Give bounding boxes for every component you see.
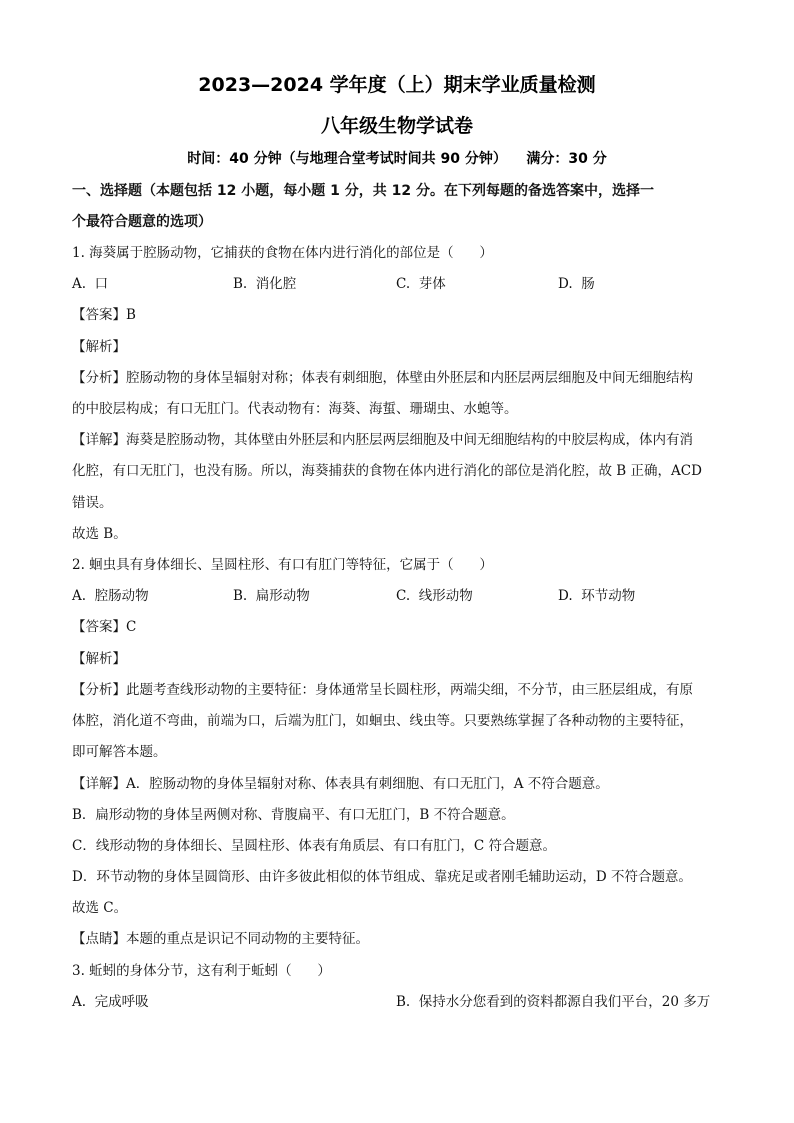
q1-option-b: B. 消化腔	[233, 276, 297, 292]
section-heading-line2: 个最符合题意的选项）	[72, 214, 212, 230]
q2-analysis-label: 【解析】	[72, 651, 126, 667]
q2-option-c: C. 线形动物	[396, 588, 473, 604]
section-heading-line1: 一、选择题（本题包括 12 小题，每小题 1 分，共 12 分。在下列每题的备选答案中，选择一	[72, 183, 654, 199]
q2-xiangjie-c: C．线形动物的身体细长、呈圆柱形、体表有角质层、有口有肛门，C 符合题意。	[72, 838, 556, 854]
q1-stem: 1. 海葵属于腔肠动物，它捕获的食物在体内进行消化的部位是（ ）	[72, 245, 493, 261]
q1-fenxi-line1: 【分析】腔肠动物的身体呈辐射对称；体表有刺细胞，体壁由外胚层和内胚层两层细胞及中间无细胞结构	[72, 370, 693, 386]
q2-fenxi-line3: 即可解答本题。	[72, 744, 167, 760]
q3-option-b: B. 保持水分您看到的资料都源自我们平台，20 多万	[396, 994, 711, 1010]
q3-option-a: A. 完成呼吸	[72, 994, 149, 1010]
q2-option-d: D. 环节动物	[558, 588, 636, 604]
q2-xiangjie-d: D．环节动物的身体呈圆筒形、由许多彼此相似的体节组成、靠疣足或者刚毛辅助运动，D 不符合题意。	[72, 869, 692, 885]
q2-xiangjie-a: 【详解】A．腔肠动物的身体呈辐射对称、体表具有刺细胞、有口无肛门，A 不符合题意。	[72, 776, 609, 792]
q1-xiangjie-line3: 错误。	[72, 495, 113, 511]
exam-subtitle: 八年级生物学试卷	[320, 115, 473, 137]
exam-info: 时间：40 分钟（与地理合堂考试时间共 90 分钟） 满分：30 分	[187, 151, 607, 167]
exam-title: 2023—2024 学年度（上）期末学业质量检测	[198, 74, 596, 96]
q1-analysis-label: 【解析】	[72, 339, 126, 355]
q2-dianjing: 【点睛】本题的重点是识记不同动物的主要特征。	[72, 931, 369, 947]
q2-option-b: B. 扁形动物	[233, 588, 310, 604]
q3-stem: 3. 蚯蚓的身体分节，这有利于蚯蚓（ ）	[72, 963, 331, 979]
q2-conclusion: 故选 C。	[72, 900, 128, 916]
q1-option-c: C. 芽体	[396, 276, 446, 292]
q2-answer: 【答案】C	[72, 619, 137, 635]
q1-xiangjie-line1: 【详解】海葵是腔肠动物，其体壁由外胚层和内胚层两层细胞及中间无细胞结构的中胶层构成，体内有消	[72, 432, 693, 448]
q2-stem: 2. 蛔虫具有身体细长、呈圆柱形、有口有肛门等特征，它属于（ ）	[72, 557, 493, 573]
q2-xiangjie-b: B．扁形动物的身体呈两侧对称、背腹扁平、有口无肛门，B 不符合题意。	[72, 807, 515, 823]
q1-answer: 【答案】B	[72, 307, 136, 323]
q1-option-d: D. 肠	[558, 276, 595, 292]
q1-conclusion: 故选 B。	[72, 526, 127, 542]
q2-option-a: A. 腔肠动物	[72, 588, 149, 604]
q1-option-a: A. 口	[72, 276, 109, 292]
q1-xiangjie-line2: 化腔，有口无肛门，也没有肠。所以，海葵捕获的食物在体内进行消化的部位是消化腔，故 B 正确，ACD	[72, 463, 702, 479]
q1-fenxi-line2: 的中胶层构成；有口无肛门。代表动物有：海葵、海蜇、珊瑚虫、水螅等。	[72, 401, 518, 417]
q2-fenxi-line1: 【分析】此题考查线形动物的主要特征：身体通常呈长圆柱形，两端尖细，不分节，由三胚层组成，有原	[72, 682, 693, 698]
q2-fenxi-line2: 体腔，消化道不弯曲，前端为口，后端为肛门，如蛔虫、线虫等。只要熟练掌握了各种动物的主要特征，	[72, 713, 693, 729]
